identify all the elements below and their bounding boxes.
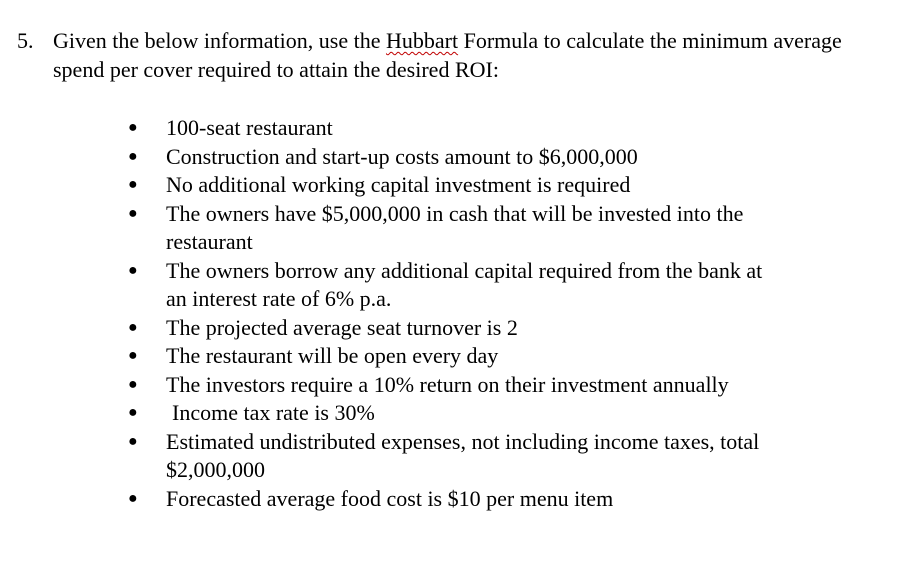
list-item bbox=[128, 171, 888, 200]
list-item-text: The restaurant will be open every day bbox=[166, 343, 499, 368]
question-text-before: Given the below information, use the bbox=[53, 28, 386, 53]
list-item bbox=[128, 200, 888, 257]
list-item bbox=[128, 257, 888, 314]
list-item bbox=[128, 485, 888, 514]
bullet-icon: ● bbox=[128, 119, 138, 136]
list-item bbox=[128, 143, 888, 172]
list-item-text: Estimated undistributed expenses, not including income taxes, total $2,000,000 bbox=[166, 428, 760, 482]
bullet-icon: ● bbox=[128, 176, 138, 193]
spellcheck-flagged-word[interactable]: Hubbart bbox=[385, 28, 459, 53]
list-item-text: The owners have $5,000,000 in cash that will be invested into the restaurant bbox=[166, 200, 744, 254]
bullet-icon: ● bbox=[128, 489, 138, 507]
bullet-icon: ● bbox=[128, 261, 138, 279]
question-text bbox=[53, 26, 893, 84]
list-item-text: 100-seat restaurant bbox=[166, 115, 333, 140]
list-item-text: Income tax rate is 30% bbox=[172, 400, 375, 425]
bullet-icon: ● bbox=[128, 404, 138, 421]
list-item-text: Construction and start-up costs amount to $6,000,000 bbox=[166, 143, 638, 169]
list-item-text: The owners borrow any additional capital required from the bank at an interest rate of 6% p.a. bbox=[166, 257, 763, 311]
list-item bbox=[128, 399, 888, 428]
bullet-list bbox=[128, 114, 888, 513]
list-item bbox=[128, 114, 888, 143]
list-item-text: The projected average seat turnover is 2 bbox=[166, 314, 518, 340]
bullet-icon: ● bbox=[128, 204, 138, 222]
question-number: 5. bbox=[17, 28, 34, 53]
question-text-after: Formula to calculate the minimum average spend per cover required to attain the desired ROI: bbox=[53, 28, 842, 82]
list-item-text: Forecasted average food cost is $10 per menu item bbox=[166, 485, 614, 511]
bullet-icon: ● bbox=[128, 375, 138, 393]
list-item bbox=[128, 342, 888, 371]
list-item bbox=[128, 314, 888, 343]
bullet-icon: ● bbox=[128, 432, 138, 450]
bullet-icon: ● bbox=[128, 147, 138, 165]
list-item bbox=[128, 371, 888, 400]
list-item bbox=[128, 428, 888, 485]
bullet-icon: ● bbox=[128, 347, 138, 364]
bullet-icon: ● bbox=[128, 318, 138, 336]
list-item-text: No additional working capital investment is required bbox=[166, 172, 631, 197]
list-item-text: The investors require a 10% return on their investment annually bbox=[166, 371, 729, 397]
